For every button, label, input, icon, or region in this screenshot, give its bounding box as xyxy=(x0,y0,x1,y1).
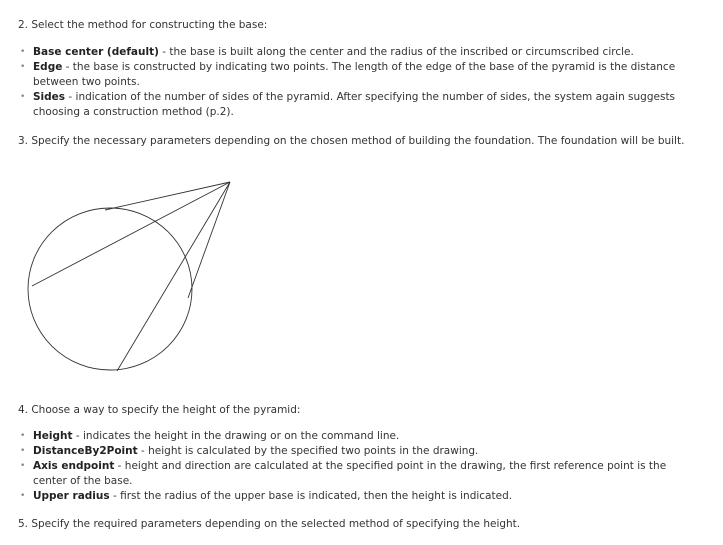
base-method-list xyxy=(18,45,708,120)
list-item xyxy=(18,459,703,489)
bullet-desc: - the base is built along the center and the radius of the inscribed or circumscribed circle. xyxy=(158,46,634,58)
apex-to-circle-line-2 xyxy=(32,182,230,286)
apex-to-circle-line-3 xyxy=(117,182,230,371)
bullet-term: DistanceBy2Point xyxy=(33,445,138,457)
list-item xyxy=(18,444,708,459)
bullet-icon: • xyxy=(20,92,26,102)
bullet-term: Upper radius xyxy=(33,490,110,502)
bullet-desc: - the base is constructed by indicating two points. The length of the edge of the base of the pyramid is the distance between two points. xyxy=(33,61,676,88)
bullet-desc: - height is calculated by the specified two points in the drawing. xyxy=(137,445,479,457)
bullet-term: Edge xyxy=(33,61,63,73)
list-item xyxy=(18,90,693,120)
apex-to-circle-line-1 xyxy=(105,182,230,210)
pyramid-base-diagram xyxy=(25,178,240,378)
list-item xyxy=(18,489,708,504)
bullet-icon: • xyxy=(20,446,26,456)
step-2-text: 2. Select the method for constructing the base: xyxy=(18,19,268,31)
list-item xyxy=(18,45,705,60)
height-method-list xyxy=(18,429,708,504)
bullet-desc: - indication of the number of sides of the pyramid. After specifying the number of sides, the system again suggests choosing a construction method (p.2). xyxy=(33,91,676,118)
bullet-term: Sides xyxy=(33,91,66,103)
step-3-text: 3. Specify the necessary parameters depending on the chosen method of building the foundation. The foundation will be built. xyxy=(18,135,685,147)
list-item xyxy=(18,429,708,444)
bullet-icon: • xyxy=(20,491,26,501)
apex-to-circle-line-4 xyxy=(188,182,230,298)
list-item xyxy=(18,60,705,90)
bullet-icon: • xyxy=(20,431,26,441)
base-circle xyxy=(28,208,192,370)
bullet-desc: - first the radius of the upper base is indicated, then the height is indicated. xyxy=(109,490,513,502)
bullet-icon: • xyxy=(20,62,26,72)
bullet-icon: • xyxy=(20,47,26,57)
step-4-text: 4. Choose a way to specify the height of the pyramid: xyxy=(18,404,301,416)
bullet-term: Height xyxy=(33,430,73,442)
step-5-text: 5. Specify the required parameters depending on the selected method of specifying the height. xyxy=(18,518,521,530)
bullet-icon: • xyxy=(20,461,26,471)
bullet-desc: - height and direction are calculated at the specified point in the drawing, the first reference point is the center of the base. xyxy=(33,460,667,487)
bullet-desc: - indicates the height in the drawing or on the command line. xyxy=(72,430,400,442)
bullet-term: Axis endpoint xyxy=(33,460,115,472)
bullet-term: Base center (default) xyxy=(33,46,159,58)
